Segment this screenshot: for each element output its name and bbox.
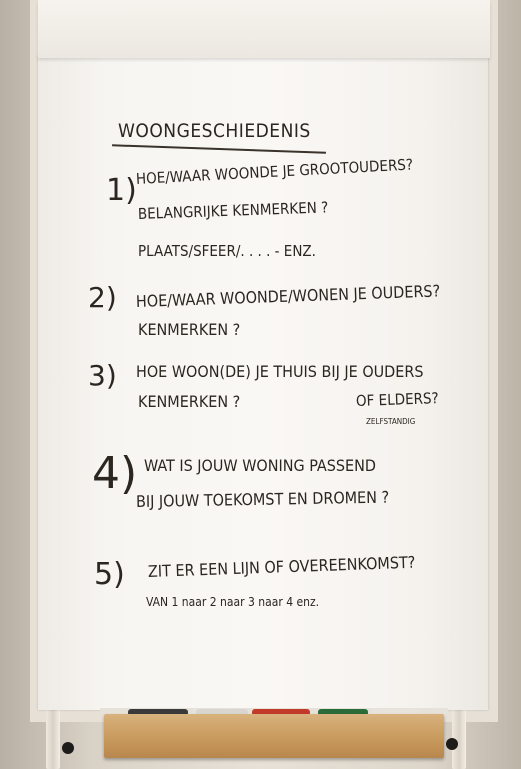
easel-leg-right — [452, 700, 466, 769]
item-5-number: 5) — [94, 557, 125, 592]
item-3-line-2: KENMERKEN ? — [138, 392, 241, 411]
easel-leg-left — [46, 700, 60, 769]
item-5-line-1: ZIT ER EEN LIJN OF OVEREENKOMST? — [147, 552, 416, 581]
item-4-line-1: WAT IS JOUW WONING PASSEND — [144, 456, 376, 475]
item-4-line-2: BIJ JOUW TOEKOMST EN DROMEN ? — [135, 487, 390, 511]
paper-fold — [38, 0, 490, 58]
item-3-number: 3) — [88, 359, 117, 392]
flipchart-title: WOONGESCHIEDENIS — [118, 120, 311, 142]
marker-tray — [104, 714, 444, 758]
item-2-line-2: KENMERKEN ? — [138, 320, 241, 339]
item-2-number: 2) — [88, 281, 117, 314]
item-3-line-4: ZELFSTANDIG — [366, 417, 416, 426]
item-1-line-3: PLAATS/SFEER/. . . . - ENZ. — [138, 242, 316, 260]
item-1-line-2: BELANGRIJKE KENMERKEN ? — [137, 198, 329, 223]
item-2-line-1: HOE/WAAR WOONDE/WONEN JE OUDERS? — [135, 281, 441, 311]
item-3-line-3: OF ELDERS? — [355, 389, 439, 410]
item-1-line-1: HOE/WAAR WOONDE JE GROOTOUDERS? — [135, 155, 414, 188]
easel-knob-left — [62, 742, 74, 754]
easel-knob-right — [446, 738, 458, 750]
item-4-number: 4) — [92, 448, 138, 499]
item-1-number: 1) — [106, 173, 137, 208]
item-5-line-2: VAN 1 naar 2 naar 3 naar 4 enz. — [146, 595, 320, 609]
item-3-line-1: HOE WOON(DE) JE THUIS BIJ JE OUDERS — [136, 362, 424, 381]
